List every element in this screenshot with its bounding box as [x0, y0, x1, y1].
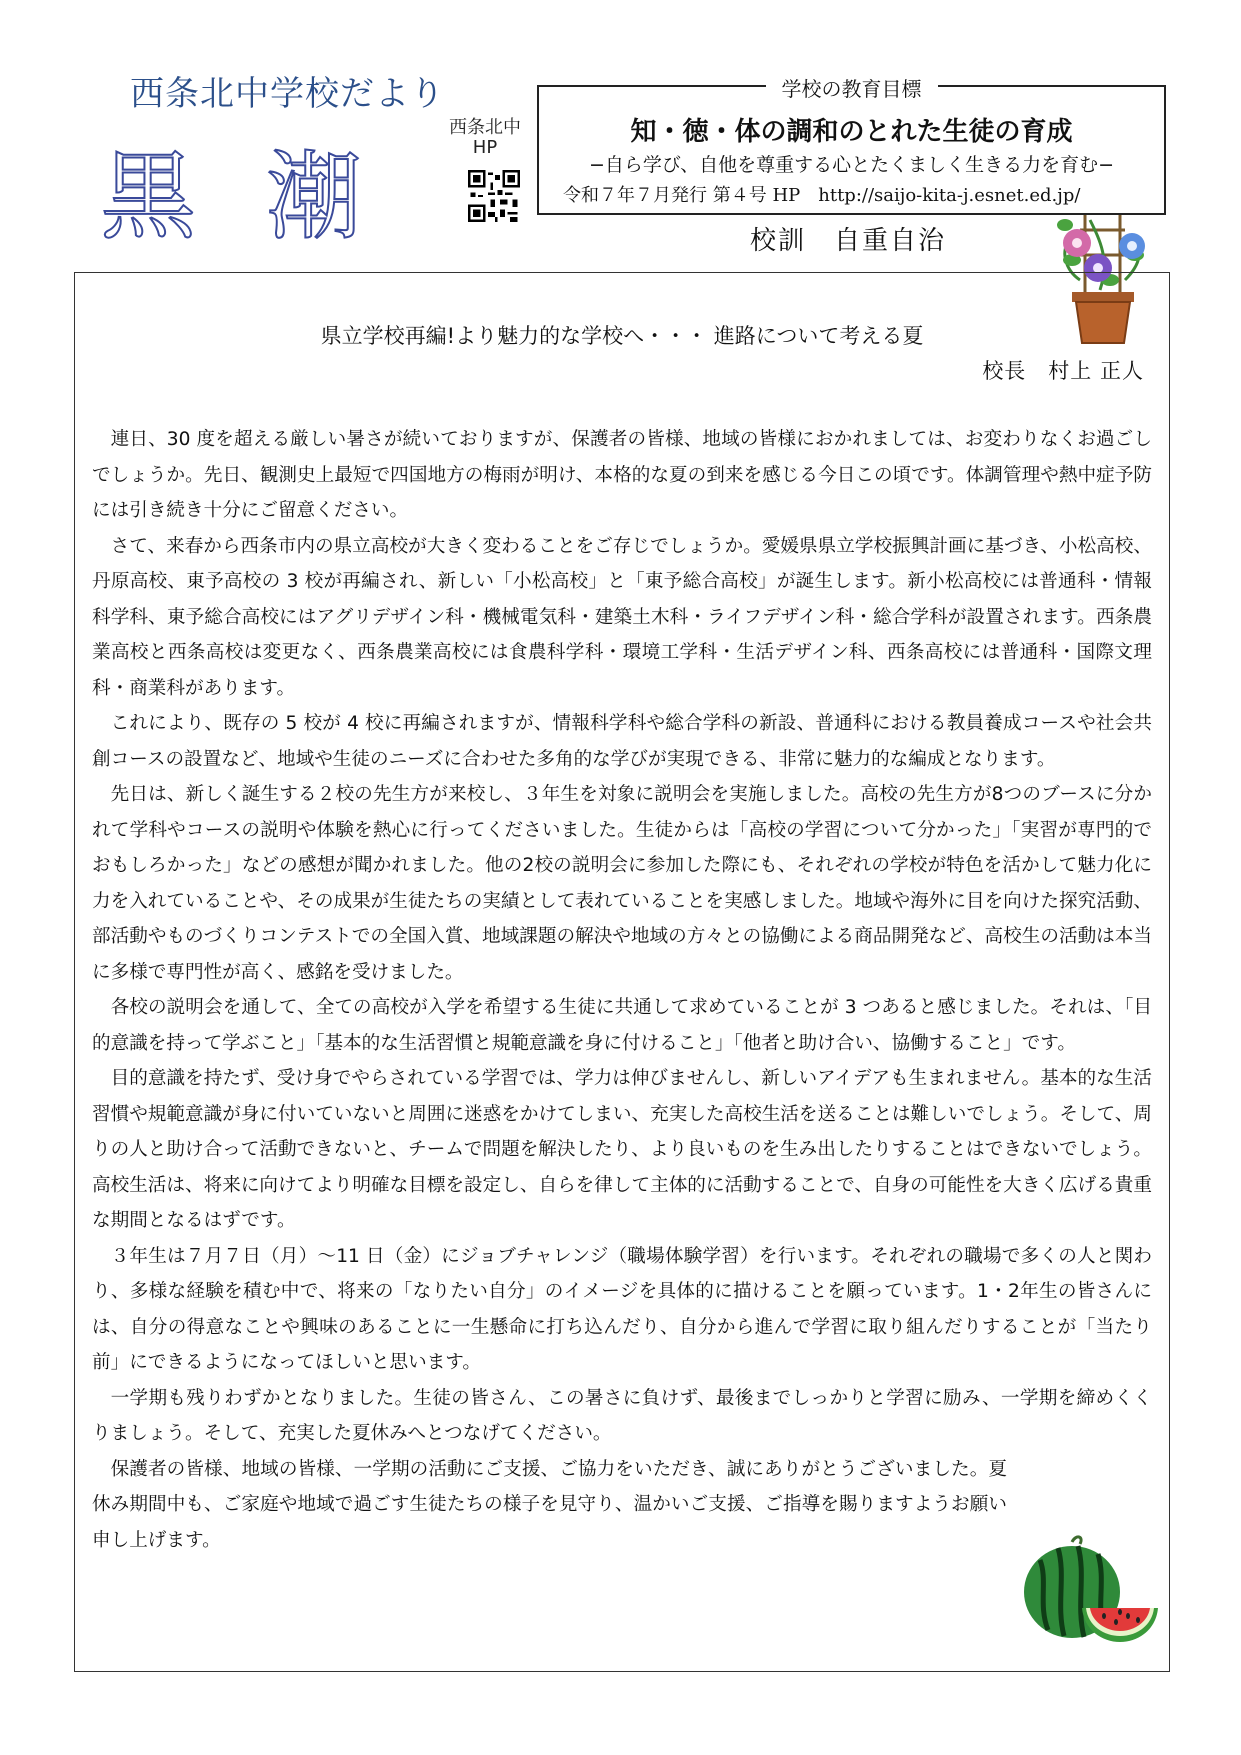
goal-sub: −自ら学び、自他を尊重する心とたくましく生きる力を育む− [588, 154, 1115, 176]
paragraph: 保護者の皆様、地域の皆様、一学期の活動にご支援、ご協力をいただき、誠にありがとうございました。夏休み期間中も、ご家庭や地域で過ごす生徒たちの様子を見守り、温かいご支援、ご指導を賜りますようお願い申し上げます。 [92, 1458, 1007, 1551]
title-logo-text: 黒潮 [100, 141, 432, 250]
hp-label-hp: HP [472, 137, 498, 158]
paragraph: ３年生は７月７日（月）〜11 日（金）にジョブチャレンジ（職場体験学習）を行います。それぞれの職場で多くの人と関わり、多様な経験を積む中で、将来の「なりたい自分」のイメージを具体的に描けることを願っています。1・2年生の皆さんには、自分の得意なことや興味のあることに一生懸命に打ち込んだり、自分から進んで学習に取り組んだりすることが「当たり前」にできるようになってほしいと思います。 [92, 1245, 1152, 1373]
article-title: 県立学校再編!より魅力的な学校へ・・・ 進路について考える夏 [320, 324, 924, 348]
article-author: 校長 村上 正人 [982, 359, 1144, 383]
newsletter-name: 西条北中学校だより [130, 74, 445, 114]
paragraph: 一学期も残りわずかとなりました。生徒の皆さん、この暑さに負けず、最後までしっかりと学習に励み、一学期を締めくくりましょう。そして、充実した夏休みへとつなげてください。 [92, 1387, 1152, 1444]
goal-heading: 学校の教育目標 [766, 77, 938, 101]
paragraph: 先日は、新しく誕生する２校の先生方が来校し、３年生を対象に説明会を実施しました。高校の先生方が8つのブースに分かれて学科やコースの説明や体験を熱心に行ってくださいました。生徒からは「高校の学習について分かった」「実習が専門的でおもしろかった」などの感想が聞かれました。他の2校の説明会に参加した際にも、それぞれの学校が特色を活かして魅力化に力を入れていることや、その成果が生徒たちの実績として表れていることを実感しました。地域や海外に目を向けた探究活動、部活動やものづくりコンテストでの全国入賞、地域課題の解決や地域の方々との協働による商品開発など、高校生の活動は本当に多様で専門性が高く、感銘を受けました。 [92, 784, 1152, 983]
goal-main: 知・徳・体の調和のとれた生徒の育成 [630, 117, 1073, 147]
qr-code-icon[interactable] [468, 170, 520, 222]
paragraph: 各校の説明会を通して、全ての高校が入学を希望する生徒に共通して求めていることが 3 つあると感じました。それは、「目的意識を持って学ぶこと」「基本的な生活習慣と規範意識を身に付けること」「他者と助け合い、協働すること」です。 [92, 997, 1152, 1054]
paragraph: さて、来春から西条市内の県立高校が大きく変わることをご存じでしょうか。愛媛県県立学校振興計画に基づき、小松高校、丹原高校、東予高校の 3 校が再編され、新しい「小松高校」と「東予総合高校」が誕生します。新小松高校には普通科・情報科学科、東予総合高校にはアグリデザイン科・機械電気科・建築土木科・ライフデザイン科・総合学科が設置されます。西条農業高校と西条高校は変更なく、西条農業高校には食農科学科・環境工学科・生活デザイン科、西条高校には普通科・国際文理科・商業科があります。 [92, 535, 1152, 699]
paragraph: 目的意識を持たず、受け身でやらされている学習では、学力は伸びませんし、新しいアイデアも生まれません。基本的な生活習慣や規範意識が身に付いていないと周囲に迷惑をかけてしまい、充実した高校生活を送ることは難しいでしょう。そして、周りの人と助け合って活動できないと、チームで問題を解決したり、より良いものを生み出したりすることはできないでしょう。高校生活は、将来に向けてより明確な目標を設定し、自らを律して主体的に活動することで、自身の可能性を大きく広げる貴重な期間となるはずです。 [92, 1068, 1152, 1231]
school-motto: 校訓 自重自治 [750, 226, 947, 256]
education-goal-box [537, 77, 1166, 215]
title-logo [100, 140, 460, 250]
article-body [92, 422, 1152, 1558]
watermelon-icon [1020, 1530, 1160, 1645]
hp-label [445, 118, 525, 158]
hp-label-school: 西条北中 [449, 117, 521, 138]
paragraph: 連日、30 度を超える厳しい暑さが続いておりますが、保護者の皆様、地域の皆様におかれましては、お変わりなくお過ごしでしょうか。先日、観測史上最短で四国地方の梅雨が明け、本格的な夏の到来を感じる今日この頃です。体調管理や熱中症予防には引き続き十分にご留意ください。 [92, 429, 1152, 521]
issue-info: 令和７年７月発行 第４号 HP http://saijo-kita-j.esnet.ed.jp/ [563, 185, 1081, 206]
paragraph: これにより、既存の 5 校が 4 校に再編されますが、情報科学科や総合学科の新設、普通科における教員養成コースや社会共創コースの設置など、地域や生徒のニーズに合わせた多角的な学びが実現できる、非常に魅力的な編成となります。 [92, 713, 1152, 770]
